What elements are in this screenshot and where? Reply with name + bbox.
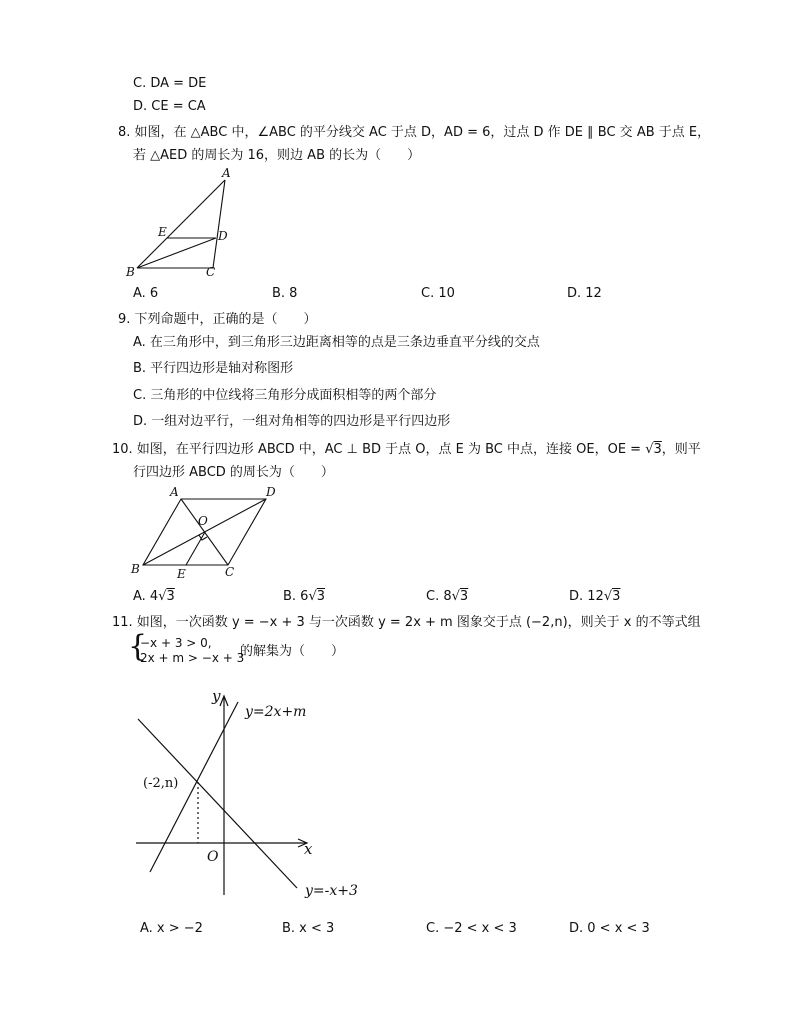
q8-option-a: A. 6 — [133, 286, 159, 301]
q8-label-d: D — [218, 229, 228, 243]
q11-y-axis-label: y — [212, 687, 221, 705]
q10-option-b: B. 6√3 — [283, 589, 326, 604]
q8-label-c: C — [206, 265, 216, 279]
q11-system-row1: −x + 3 > 0, — [140, 636, 212, 650]
q10-label-c: C — [225, 565, 235, 579]
q8-label-e: E — [158, 225, 167, 239]
q9-option-b: B. 平行四边形是轴对称图形 — [133, 361, 294, 376]
q9-option-a: A. 在三角形中，到三角形三边距离相等的点是三条边垂直平分线的交点 — [133, 335, 540, 350]
q11-system-row2: 2x + m > −x + 3 — [140, 651, 245, 665]
q8-option-d: D. 12 — [567, 286, 602, 301]
q11-option-c: C. −2 < x < 3 — [426, 921, 517, 936]
q11-origin-label: O — [207, 849, 219, 865]
q9-option-d: D. 一组对边平行，一组对角相等的四边形是平行四边形 — [133, 414, 451, 429]
q11-stem-line1: 11. 如图，一次函数 y = −x + 3 与一次函数 y = 2x + m 图象交于点 (−2,n)，则关于 x 的不等式组 — [112, 615, 701, 630]
q8-label-b: B — [126, 265, 135, 279]
q11-line2-label: y=-x+3 — [305, 883, 358, 899]
q11-option-d: D. 0 < x < 3 — [569, 921, 650, 936]
q10-option-d: D. 12√3 — [569, 589, 621, 604]
q8-stem-line2: 若 △AED 的周长为 16，则边 AB 的长为（ ） — [133, 148, 421, 163]
sqrt-symbol: √ — [645, 442, 654, 457]
q11-line1-label: y=2x+m — [245, 704, 307, 720]
q8-option-c: C. 10 — [421, 286, 455, 301]
q8-label-a: A — [222, 166, 231, 180]
q10-label-b: B — [131, 562, 140, 576]
q10-stem-line2: 行四边形 ABCD 的周长为（ ） — [133, 465, 334, 480]
q11-option-a: A. x > −2 — [140, 921, 203, 936]
q7-option-d: D. CE = CA — [133, 99, 206, 114]
q9-option-c: C. 三角形的中位线将三角形分成面积相等的两个部分 — [133, 388, 437, 403]
q8-stem-line1: 8. 如图，在 △ABC 中，∠ABC 的平分线交 AC 于点 D，AD = 6，过点 D 作 DE ∥ BC 交 AB 于点 E， — [118, 125, 711, 140]
q10-option-a: A. 4√3 — [133, 589, 175, 604]
q11-stem-tail: 的解集为（ ） — [240, 644, 345, 659]
q10-label-o: O — [198, 514, 208, 528]
q10-label-a: A — [170, 485, 179, 499]
q7-option-c: C. DA = DE — [133, 76, 207, 91]
q11-x-axis-label: x — [304, 840, 313, 858]
q10-label-e: E — [177, 567, 186, 581]
q11-option-b: B. x < 3 — [282, 921, 335, 936]
q9-stem: 9. 下列命题中，正确的是（ ） — [118, 312, 317, 327]
q10-label-d: D — [266, 485, 276, 499]
q10-stem-line1: 10. 如图，在平行四边形 ABCD 中，AC ⊥ BD 于点 O，点 E 为 BC 中点，连接 OE，OE = √3，则平 — [112, 442, 701, 457]
q10-option-c: C. 8√3 — [426, 589, 469, 604]
q11-intersection-label: (-2,n) — [143, 776, 179, 791]
q8-option-b: B. 8 — [272, 286, 298, 301]
system-brace: { — [128, 629, 148, 664]
